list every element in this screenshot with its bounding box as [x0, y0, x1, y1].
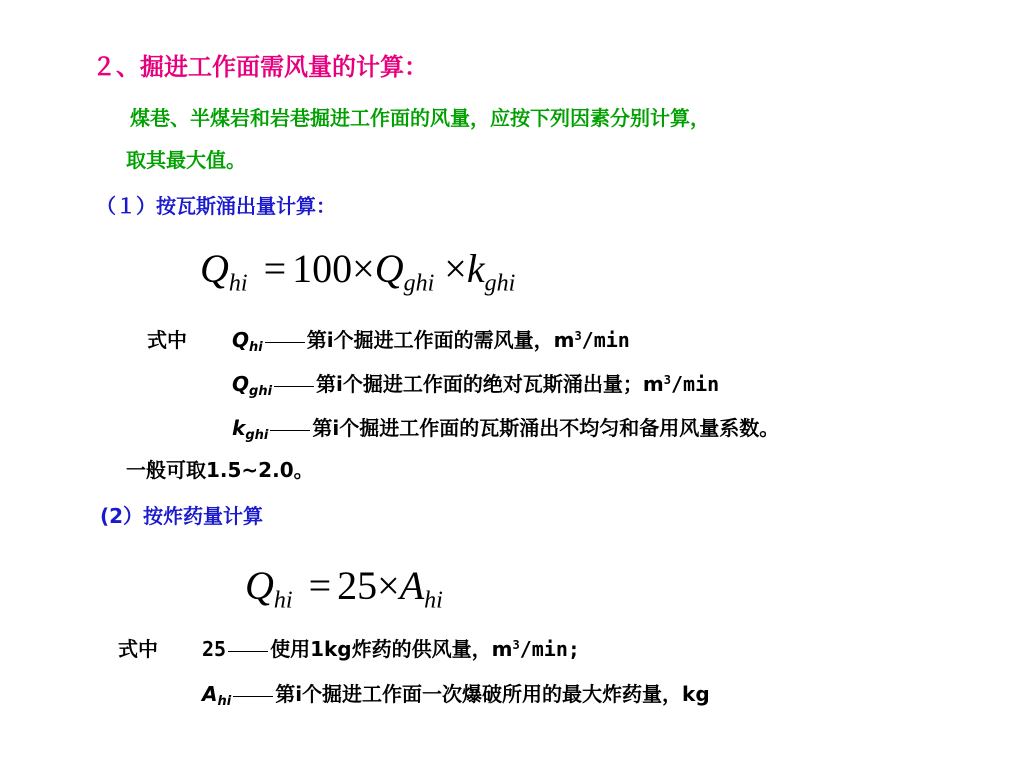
definition-row: [232, 370, 719, 398]
dash-divider: [270, 430, 310, 431]
definition-row: [232, 414, 779, 442]
dash-divider: [233, 696, 273, 697]
formula-times: ×: [377, 563, 400, 608]
formula-const: 25: [337, 563, 378, 608]
def-symbol: Q: [232, 372, 250, 396]
def-unit-exp: 3: [512, 637, 520, 652]
def-text: 第i个掘进工作面的绝对瓦斯涌出量；m: [316, 372, 664, 396]
def-symbol-sub: hi: [217, 693, 232, 709]
definition-row: [202, 635, 580, 663]
intro-line-2: 取其最大值。: [126, 148, 246, 172]
definition-row: [232, 326, 630, 354]
def-unit-tail: /min: [670, 372, 720, 396]
def-text: 第i个掘进工作面一次爆破所用的最大炸药量，kg: [275, 682, 710, 706]
formula-lhs: Q: [245, 563, 274, 608]
def-text: 第i个掘进工作面的需风量，m: [306, 328, 575, 352]
formula-a: A: [399, 563, 425, 608]
formula-k-sub: ghi: [484, 270, 516, 297]
def-symbol-sub: ghi: [249, 383, 273, 399]
formula-gas-emission: [200, 245, 516, 297]
formula-equals: =: [263, 246, 287, 291]
where-label-1: 式中: [147, 328, 187, 352]
formula-equals: =: [308, 563, 332, 608]
formula-q-sub: ghi: [403, 270, 435, 297]
formula-q: Q: [374, 246, 404, 291]
formula-times-1: ×: [352, 246, 375, 291]
formula-times-2: ×: [444, 246, 467, 291]
def-symbol: k: [232, 416, 246, 440]
def-symbol: 25: [202, 637, 227, 661]
definition-row: [202, 680, 710, 708]
def-unit-exp: 3: [574, 328, 582, 343]
dash-divider: [228, 651, 268, 652]
where-label-2: 式中: [118, 637, 158, 661]
def-unit-tail: /min;: [519, 637, 580, 661]
def-unit-tail: /min: [581, 328, 630, 352]
formula-explosive: [245, 562, 443, 614]
def-text: 使用1kg炸药的供风量，m: [270, 637, 513, 661]
def-unit-exp: 3: [663, 372, 671, 387]
section-heading: ２、掘进工作面需风量的计算：: [92, 53, 428, 81]
dash-divider: [265, 342, 305, 343]
def-symbol: A: [202, 682, 218, 706]
formula-k: k: [466, 246, 485, 291]
subsection-1-title: （１）按瓦斯涌出量计算：: [96, 194, 336, 218]
formula-lhs-sub: hi: [228, 270, 248, 297]
formula-a-sub: hi: [424, 587, 443, 614]
formula-lhs-sub: hi: [273, 587, 293, 614]
dash-divider: [274, 386, 314, 387]
def-symbol: Q: [232, 328, 250, 352]
def-symbol-sub: ghi: [245, 427, 269, 443]
subsection-2-title: (2）按炸药量计算: [100, 504, 264, 528]
formula-lhs: Q: [200, 246, 229, 291]
intro-line-1: 煤巷、半煤岩和岩巷掘进工作面的风量，应按下列因素分别计算，: [130, 106, 710, 130]
coefficient-note: 一般可取1.5~2.0。: [126, 458, 314, 482]
def-text: 第i个掘进工作面的瓦斯涌出不均匀和备用风量系数。: [312, 416, 780, 440]
def-symbol-sub: hi: [249, 339, 263, 355]
formula-const: 100: [292, 246, 353, 291]
